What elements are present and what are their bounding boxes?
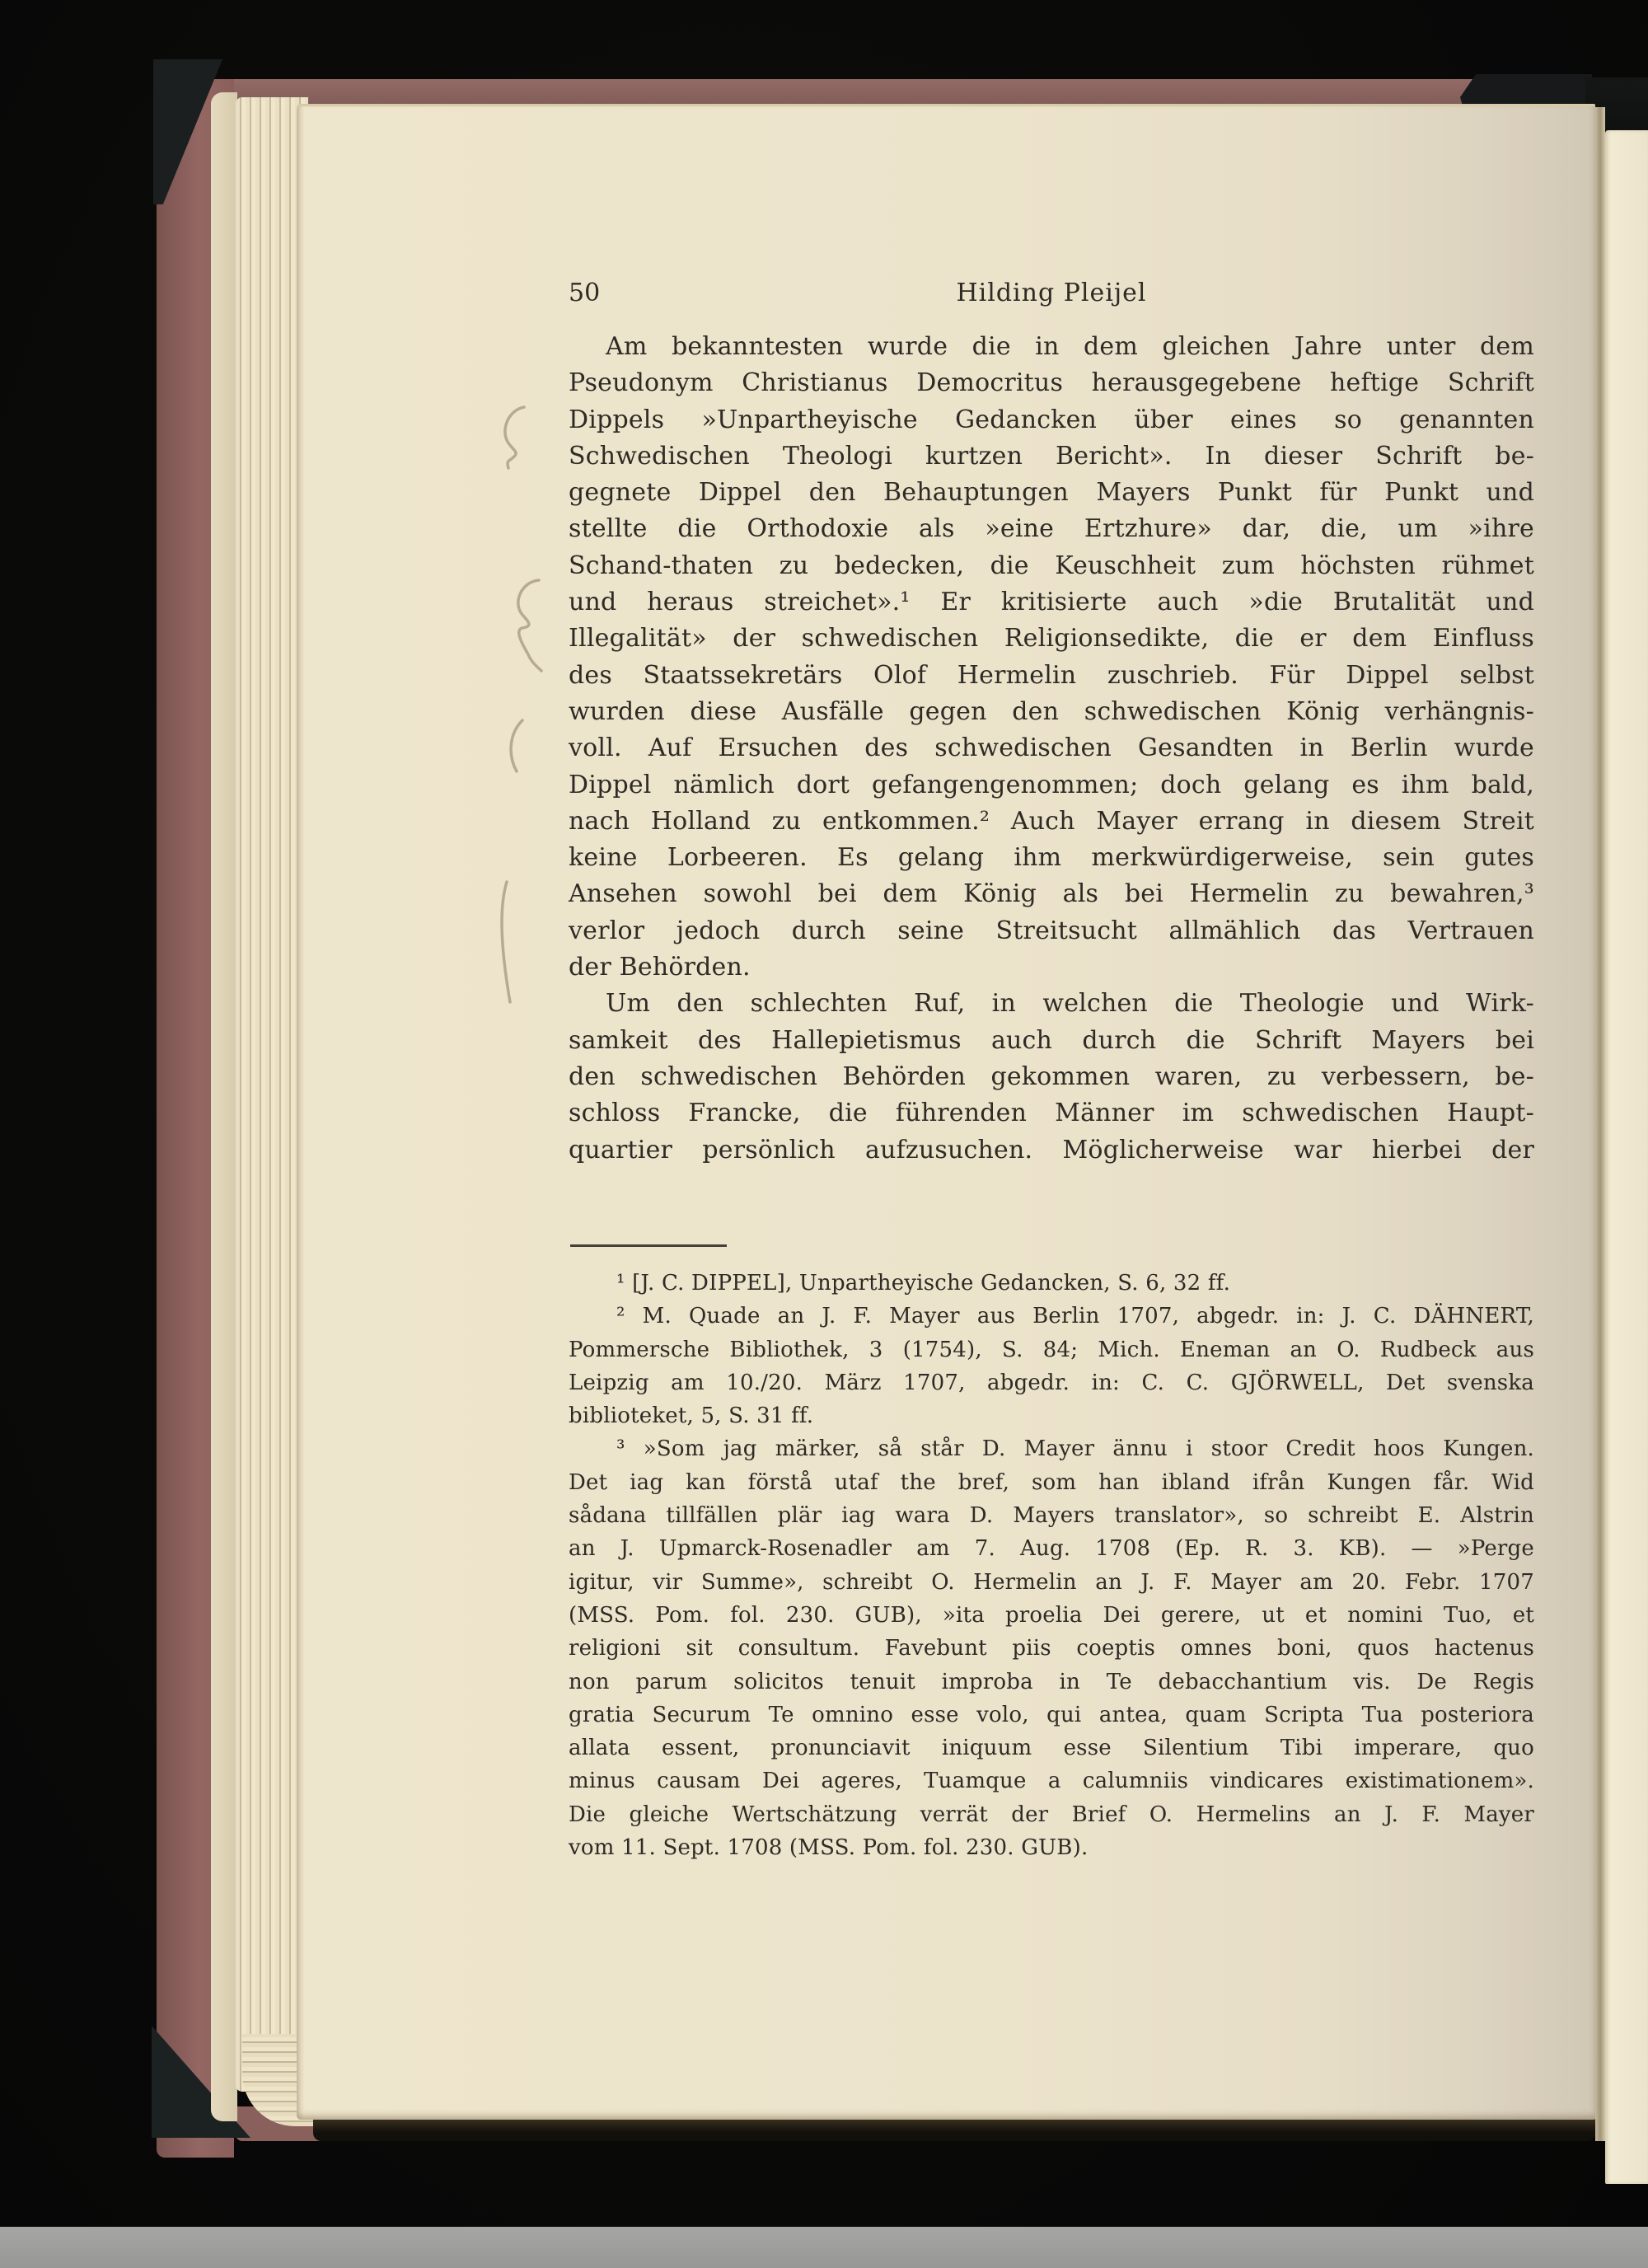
text-line: Dippels »Unpartheyische Gedancken über eines so genannten bbox=[569, 405, 1534, 434]
text-line: ³ »Som jag märker, så står D. Mayer ännu i stoor Credit hoos Kungen. bbox=[616, 1436, 1534, 1462]
page-block-outer-edge bbox=[211, 92, 237, 2121]
text-line: Ansehen sowohl bei dem König als bei Hermelin zu bewahren,³ bbox=[569, 879, 1534, 909]
text-line: non parum solicitos tenuit improba in Te debacchantium vis. De Regis bbox=[569, 1669, 1534, 1694]
text-line: des Staatssekretärs Olof Hermelin zuschrieb. Für Dippel selbst bbox=[569, 660, 1534, 690]
text-line: verlor jedoch durch seine Streitsucht allmählich das Vertrauen bbox=[569, 916, 1534, 945]
text-line: gegnete Dippel den Behauptungen Mayers Punkt für Punkt und bbox=[569, 478, 1534, 508]
text-line: Dippel nämlich dort gefangengenommen; doch gelang es ihm bald, bbox=[569, 770, 1534, 799]
text-line: sådana tillfällen plär iag wara D. Mayers translator», so schreibt E. Alstrin bbox=[569, 1503, 1534, 1529]
footnotes bbox=[569, 1267, 1534, 1864]
text-line: stellte die Orthodoxie als »eine Ertzhure» dar, die, um »ihre bbox=[569, 514, 1534, 544]
text-line: wurden diese Ausfälle gegen den schwedischen König verhängnis- bbox=[569, 696, 1534, 726]
page-gutter bbox=[1595, 107, 1605, 2141]
body-text bbox=[569, 329, 1534, 1169]
page-header bbox=[569, 279, 1534, 312]
text-line: vom 11. Sept. 1708 (MSS. Pom. fol. 230. GUB). bbox=[569, 1835, 1089, 1861]
text-line: und heraus streichet».¹ Er kritisierte auch »die Brutalität und bbox=[569, 588, 1534, 617]
text-line: der Behörden. bbox=[569, 953, 751, 982]
text-line: quartier persönlich aufzusuchen. Möglicherweise war hierbei der bbox=[569, 1135, 1534, 1164]
text-line: Am bekanntesten wurde die in dem gleichen Jahre unter dem bbox=[606, 332, 1534, 361]
text-line: Die gleiche Wertschätzung verrät der Brief O. Hermelins an J. F. Mayer bbox=[569, 1802, 1534, 1827]
text-line: Schwedischen Theologi kurtzen Bericht». In dieser Schrift be- bbox=[569, 441, 1534, 471]
paragraph bbox=[569, 986, 1534, 1168]
pencil-mark-4 bbox=[491, 879, 526, 1009]
text-line: Pseudonym Christianus Democritus herausgegebene heftige Schrift bbox=[569, 368, 1534, 398]
text-line: an J. Upmarck-Rosenadler am 7. Aug. 1708 (Ep. R. 3. KB). — »Perge bbox=[569, 1536, 1534, 1562]
pencil-mark-2 bbox=[504, 575, 559, 676]
pencil-mark-3 bbox=[501, 717, 534, 776]
footnote bbox=[569, 1267, 1534, 1300]
paragraph bbox=[569, 329, 1534, 986]
text-line: ² M. Quade an J. F. Mayer aus Berlin 1707, abgedr. in: J. C. DÄHNERT, bbox=[616, 1304, 1534, 1329]
text-line: minus causam Dei ageres, Tuamque a calumniis vindicares existimationem». bbox=[569, 1769, 1534, 1794]
text-line: Leipzig am 10./20. März 1707, abgedr. in: C. C. GJÖRWELL, Det svenska bbox=[569, 1370, 1534, 1395]
text-line: Illegalität» der schwedischen Religionsedikte, die er dem Einfluss bbox=[569, 624, 1534, 654]
text-line: keine Lorbeeren. Es gelang ihm merkwürdigerweise, sein gutes bbox=[569, 843, 1534, 873]
footnote-separator bbox=[570, 1244, 727, 1247]
facing-page-sliver bbox=[1605, 130, 1648, 2184]
pencil-mark-1 bbox=[494, 402, 544, 478]
text-line: religioni sit consultum. Favebunt piis coeptis omnes boni, quos hactenus bbox=[569, 1636, 1534, 1661]
text-line: igitur, vir Summe», schreibt O. Hermelin an J. F. Mayer am 20. Febr. 1707 bbox=[569, 1569, 1534, 1595]
text-line: Schand-thaten zu bedecken, die Keuschheit zum höchsten rühmet bbox=[569, 551, 1534, 580]
page-number: 50 bbox=[569, 279, 601, 307]
text-line: Pommersche Bibliothek, 3 (1754), S. 84; Mich. Eneman an O. Rudbeck aus bbox=[569, 1337, 1534, 1362]
text-line: (MSS. Pom. fol. 230. GUB), »ita proelia Dei gerere, ut et nomini Tuo, et bbox=[569, 1602, 1534, 1628]
text-line: samkeit des Hallepietismus auch durch die Schrift Mayers bei bbox=[569, 1025, 1534, 1055]
text-line: gratia Securum Te omnino esse volo, qui antea, quam Scripta Tua posteriora bbox=[569, 1702, 1534, 1727]
footer-bar bbox=[0, 2227, 1648, 2268]
text-line: den schwedischen Behörden gekommen waren, zu verbessern, be- bbox=[569, 1061, 1534, 1091]
footnote bbox=[569, 1432, 1534, 1864]
text-line: schloss Francke, die führenden Männer im schwedischen Haupt- bbox=[569, 1099, 1534, 1128]
text-line: biblioteket, 5, S. 31 ff. bbox=[569, 1403, 814, 1429]
running-title: Hilding Pleijel bbox=[956, 279, 1147, 307]
text-line: allata essent, pronunciavit iniquum esse Silentium Tibi imperare, quo bbox=[569, 1736, 1534, 1761]
text-line: Um den schlechten Ruf, in welchen die Theologie und Wirk- bbox=[606, 989, 1534, 1019]
text-line: ¹ [J. C. DIPPEL], Unpartheyische Gedancken, S. 6, 32 ff. bbox=[616, 1271, 1231, 1296]
footnote bbox=[569, 1300, 1534, 1432]
text-line: nach Holland zu entkommen.² Auch Mayer errang in diesem Streit bbox=[569, 806, 1534, 836]
text-line: voll. Auf Ersuchen des schwedischen Gesandten in Berlin wurde bbox=[569, 733, 1534, 763]
text-line: Det iag kan förstå utaf the bref, som han ibland ifrån Kungen får. Wid bbox=[569, 1469, 1534, 1495]
